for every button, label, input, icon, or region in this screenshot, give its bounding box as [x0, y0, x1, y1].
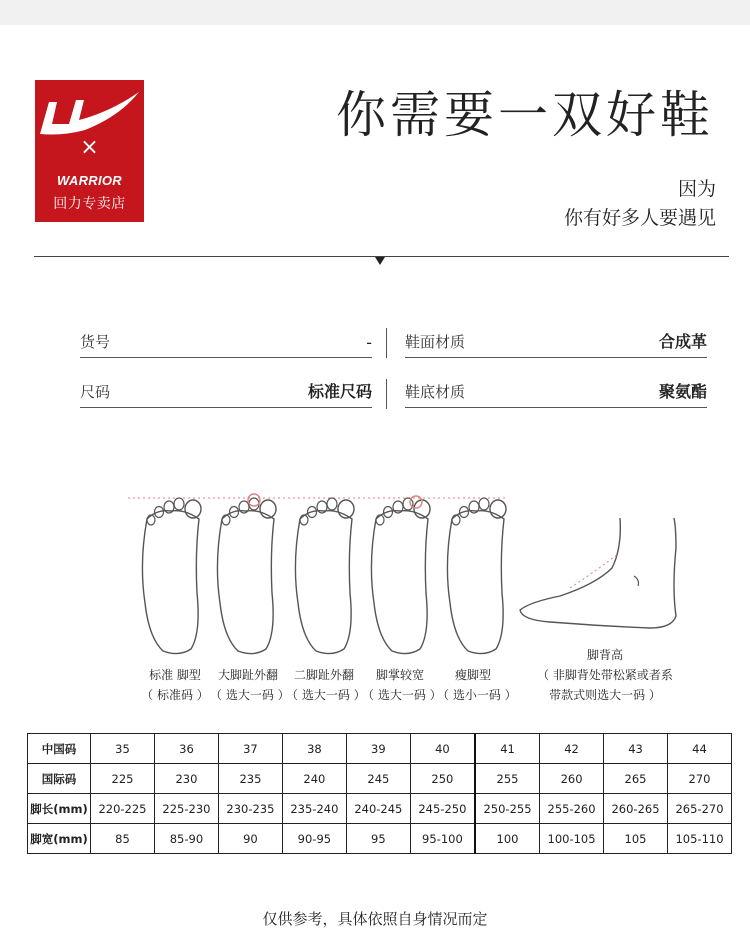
foot-type-name: 瘦脚型: [454, 668, 491, 682]
spec-value: 标准尺码: [307, 382, 372, 401]
foot-type-advice: （ 标准码 ）: [141, 688, 209, 702]
top-band: [0, 0, 750, 25]
table-cell: 105: [604, 824, 668, 854]
spec-value: 合成革: [658, 332, 707, 351]
foot-type-advice: （ 选大一码 ）: [362, 688, 442, 702]
slim-foot-drawing: [447, 498, 506, 654]
row-header: 国际码: [28, 764, 91, 794]
instep-advice-line2: 带款式则选大一码 ）: [549, 688, 661, 702]
instep-advice-line1: （ 非脚背处带松紧或者系: [537, 668, 673, 682]
foot-type-name: 大脚趾外翻: [217, 668, 278, 682]
table-cell: 230-235: [218, 794, 282, 824]
foot-type-illustrations: [0, 488, 750, 718]
table-cell: 85: [91, 824, 155, 854]
table-row: [28, 764, 732, 794]
table-cell: 245-250: [410, 794, 475, 824]
foot-drawings: [0, 488, 750, 658]
table-cell: 245: [346, 764, 410, 794]
table-cell: 100-105: [540, 824, 604, 854]
high-instep-foot-drawing: [520, 518, 676, 628]
cross-icon: ×: [80, 135, 99, 160]
table-cell: 240-245: [346, 794, 410, 824]
table-cell: 260-265: [604, 794, 668, 824]
brand-logo: [35, 80, 144, 222]
bunion-foot-drawing: [217, 494, 276, 654]
table-cell: 265: [604, 764, 668, 794]
instep-name: 脚背高: [586, 648, 623, 662]
spec-label: 货号: [80, 333, 111, 351]
table-cell: 42: [540, 734, 604, 764]
row-header: 脚宽(mm): [28, 824, 91, 854]
spec-size: [80, 381, 372, 408]
footer-note: 仅供参考，具体依照自身情况而定: [262, 910, 488, 928]
tagline-line1: 因为: [677, 178, 716, 200]
foot-type-name: 二脚趾外翻: [293, 668, 354, 682]
table-cell: 40: [410, 734, 475, 764]
row-header: 中国码: [28, 734, 91, 764]
foot-type-advice: （ 选大一码 ）: [286, 688, 366, 702]
table-cell: 36: [154, 734, 218, 764]
table-cell: 95: [346, 824, 410, 854]
spec-separator: [386, 328, 387, 358]
table-cell: 39: [346, 734, 410, 764]
headline: 你需要一双好鞋: [336, 86, 714, 144]
table-cell: 44: [668, 734, 732, 764]
standard-foot-drawing: [142, 498, 201, 654]
table-cell: 255: [475, 764, 540, 794]
table-row: [28, 734, 732, 764]
table-cell: 225-230: [154, 794, 218, 824]
spec-upper-material: [405, 331, 707, 358]
table-row: [28, 794, 732, 824]
foot-type-advice: （ 选大一码 ）: [210, 688, 290, 702]
table-cell: 35: [91, 734, 155, 764]
table-cell: 250: [410, 764, 475, 794]
table-cell: 265-270: [668, 794, 732, 824]
divider-arrow-icon: [375, 257, 385, 265]
spec-label: 鞋底材质: [405, 383, 466, 401]
table-cell: 37: [218, 734, 282, 764]
spec-sole-material: [405, 381, 707, 408]
tagline-line2: 你有好多人要遇见: [563, 207, 716, 229]
foot-type-name: 脚掌较宽: [375, 668, 424, 682]
second-toe-foot-drawing: [295, 498, 354, 654]
table-cell: 100: [475, 824, 540, 854]
spec-separator: [386, 379, 387, 409]
table-cell: 95-100: [410, 824, 475, 854]
foot-type-name: 标准 脚型: [149, 668, 201, 682]
table-cell: 85-90: [154, 824, 218, 854]
table-cell: 240: [282, 764, 346, 794]
table-row: [28, 824, 732, 854]
table-cell: 235: [218, 764, 282, 794]
table-cell: 90: [218, 824, 282, 854]
spec-label: 尺码: [80, 383, 111, 401]
foot-type-advice: （ 选小一码 ）: [437, 688, 517, 702]
table-cell: 225: [91, 764, 155, 794]
table-cell: 255-260: [540, 794, 604, 824]
spec-value: -: [366, 333, 372, 352]
table-cell: 260: [540, 764, 604, 794]
table-cell: 220-225: [91, 794, 155, 824]
table-cell: 235-240: [282, 794, 346, 824]
spec-label: 鞋面材质: [405, 333, 466, 351]
wide-foot-drawing: [371, 496, 430, 654]
spec-item-no: [80, 331, 372, 358]
table-cell: 43: [604, 734, 668, 764]
size-chart-table: [27, 733, 732, 854]
table-cell: 38: [282, 734, 346, 764]
table-cell: 90-95: [282, 824, 346, 854]
warrior-logo-mark: [35, 80, 144, 140]
table-cell: 230: [154, 764, 218, 794]
logo-brand-text: WARRIOR: [57, 173, 122, 188]
spec-value: 聚氨酯: [658, 382, 707, 401]
table-cell: 105-110: [668, 824, 732, 854]
row-header: 脚长(mm): [28, 794, 91, 824]
logo-store-name: 回力专卖店: [53, 196, 126, 212]
table-cell: 250-255: [475, 794, 540, 824]
table-cell: 41: [475, 734, 540, 764]
table-cell: 270: [668, 764, 732, 794]
